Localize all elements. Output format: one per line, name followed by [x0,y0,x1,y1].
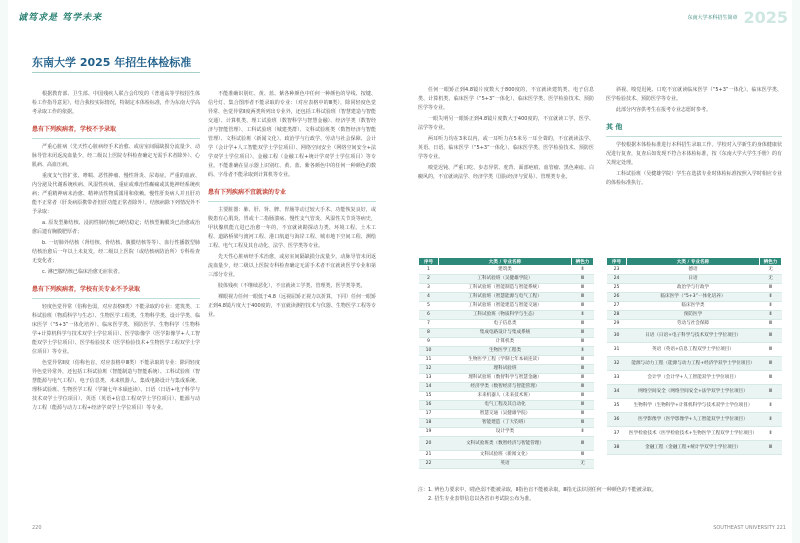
table-row [419,329,594,338]
table-cell-flag: Ⅲ [572,410,594,419]
table-cell-name: 理科试验班（数智科学与智慧金融） [439,374,572,383]
table-cell-name: 英语（英语+信息工程双学士学位项目） [627,343,760,357]
table-cell-name: 英语 [439,460,572,469]
list-item: a. 原发型肺结核、浸润性肺结核已硬结稳定；结核型胸膜炎已治愈或治愈后遗有胸膜肥厚者； [32,220,200,235]
table-cell-num: 38 [607,441,627,455]
table-cell-num: 37 [607,427,627,441]
table-cell-flag: Ⅲ [760,441,782,455]
table-cell-flag: Ⅱ [572,347,594,356]
table-body-left [419,266,594,469]
table-cell-num: 18 [419,419,439,428]
table-cell-flag: Ⅱ [572,311,594,320]
table-row [419,365,594,374]
table-cell-name: 能源与动力工程（能源与动力工程+经济学双学士学位项目） [627,357,760,371]
table-cell-name: 金融工程（金融工程+统计学双学士学位项目） [627,441,760,455]
table-row [607,427,782,441]
table-row [607,266,782,275]
table-cell-name: 政治学与行政学 [627,284,760,293]
table-cell-num: 29 [607,320,627,329]
table-cell-num: 36 [607,413,627,427]
table-cell-num: 24 [607,275,627,284]
paragraph: 色觉异常Ⅱ度（俗称色盲，对应表格中Ⅲ类）不能录取的专业：除同轻度异色觉异常外，还包括工科试验班（智能制造与智能系统）、工科试验班（智慧能源与电气工程）、电子信息类、未来机器人、集成电路设计与集成系统、理科试验班、生物医学工程（学制七年本硕连读）、日语（日语+电子科学与技术双学士学位项目）、英语（英语+信息工程双学士学位项目）、能源与动力工程（能源与动力工程+经济学双学士学位项目）等专业。 [32,360,200,411]
list-item: b. 一切肺外结核（肾结核、骨结核、腹膜结核等等）、血行性播散型肺结核治愈后一年以上未复发，经二级以上医院（或结核病防治所）专科检查无变化者； [32,240,200,264]
table-cell-num: 8 [419,329,439,338]
table-cell-num: 26 [607,293,627,302]
table-cell-flag: Ⅲ [760,371,782,385]
divider [32,138,200,139]
paragraph: 此部分内容供考生在报考专业志愿时参考。 [616,107,712,113]
header-number: 序号 [419,258,439,266]
column-1 [32,90,200,415]
table-cell-name: 集成电路设计与集成系统 [439,329,572,338]
table-row [607,357,782,371]
table-row [607,275,782,284]
paragraph: 嗅觉迟钝、严重口吃、步态异常、驼背、面部疤痕、血管瘤、黑色素痣、白癜风的，不宜就读法学、经济学类（国际经济与贸易）、管理类专业。 [418,165,594,180]
table-cell-flag: Ⅲ [760,320,782,329]
table-cell-flag: Ⅲ [572,293,594,302]
table-row [419,392,594,401]
section-heading-not-admitted: 患有下列疾病者，学校不予录取 [32,126,117,133]
page-title: 东南大学 2025 年招生体检标准 [32,56,192,69]
table-row [607,320,782,329]
table-cell-flag: Ⅱ [760,413,782,427]
table-cell-name: 日语（日语+电子科学与技术双学士学位项目） [627,329,760,343]
page-number-left: 220 [32,525,42,531]
paragraph: 裸眼视力任何一眼低于4.8（远视屈矫正视力以折算，下同）任何一眼矫正到4.8镜片度大于400度的，不宜就读测控技术与仪器、生物医学工程等专业。 [208,294,376,318]
table-cell-flag: Ⅱ [760,311,782,320]
table-cell-name: 预防医学 [627,311,760,320]
table-row [419,374,594,383]
table-row [607,329,782,343]
table-cell-num: 2 [419,275,439,284]
color-vision-table-left [418,257,594,469]
paragraph: 任何一眼矫正到4.8镜片度数大于800度的，不宜就读建筑类、电子信息类、计算机类、临床医学（“5+3”一体化）、临床医学类、医学检验技术、预防医学等专业。 [418,87,594,111]
table-row [607,302,782,311]
table-row [419,401,594,410]
section-heading-other: 其 他 [606,123,623,131]
table-row [607,371,782,385]
table-cell-name: 经济学类（数智经济与智能管理） [439,383,572,392]
table-cell-num: 12 [419,365,439,374]
table-cell-flag: Ⅲ [572,302,594,311]
table-cell-flag: Ⅲ [572,374,594,383]
note-2: 2. 招生专业表带信息以各省市考试院公布为准。 [428,496,535,502]
table-cell-num: 28 [607,311,627,320]
table-cell-flag: Ⅲ [572,392,594,401]
table-row [419,383,594,392]
table-cell-name: 生物医学工程（学制七年本硕连读） [439,356,572,365]
table-cell-flag: Ⅲ [572,383,594,392]
header-number: 序号 [607,258,627,266]
table-row [607,343,782,357]
table-cell-flag: Ⅲ [572,419,594,428]
table-cell-name: 工科试验班（智慧能源与电气工程） [439,293,572,302]
table-cell-num: 31 [607,343,627,357]
table-row [419,410,594,419]
table-cell-num: 33 [607,371,627,385]
table-cell-num: 1 [419,266,439,275]
table-cell-name: 电气工程及其自动化 [439,401,572,410]
table-cell-name: 网络空间安全（网络空间安全+法学双学士学位项目） [627,385,760,399]
header-subtitle: 东南大学本科招生简章 [687,15,738,21]
table-cell-name: 建筑类 [439,266,572,275]
table-cell-flag: Ⅲ [572,437,594,451]
table-cell-name: 计算机类 [439,338,572,347]
table-cell-name: 工科试验班（吴健雄学院） [439,275,572,284]
table-cell-num: 32 [607,357,627,371]
table-row [419,284,594,293]
table-cell-num: 5 [419,302,439,311]
table-cell-num: 3 [419,284,439,293]
table-cell-flag: Ⅱ [760,302,782,311]
table-row [419,460,594,469]
table-cell-num: 11 [419,356,439,365]
table-cell-name: 未来机器人（未来技术班） [439,392,572,401]
table-cell-name: 工科试验班（智能建造与智能交通） [439,302,572,311]
table-cell-name: 设计学类 [439,428,572,437]
table-cell-flag: 无 [572,460,594,469]
table-cell-name: 文科试验班类（数智经济与智能管理） [439,437,572,451]
header-major: 大类 / 专业名称 [439,258,572,266]
table-cell-flag: Ⅲ [572,284,594,293]
table-cell-name: 工科试验班（智能制造与智能系统） [439,284,572,293]
table-cell-name: 智能建造（丁大钧班） [439,419,572,428]
header-color-vision: 辨色力 [760,258,782,266]
right-edge-stripe [792,0,800,543]
table-cell-flag: Ⅲ [760,385,782,399]
table-cell-flag: 无 [760,275,782,284]
table-cell-name: 智慧交通（吴健雄学院） [439,410,572,419]
color-vision-table-right [606,257,782,455]
paragraph: 学校根据本体检标准进行本科招生录取工作。学校对入学新生的身体健康状况进行复查，复查后如发现不符合本体检标准，按《东南大学大学生手册》的有关规定处理。 [606,142,782,166]
table-cell-flag: Ⅲ [572,356,594,365]
paragraph: 一眼失明另一眼矫正到4.8镜片度数大于400度的，不宜就读工学、医学、法学等专业。 [418,116,594,131]
table-cell-num: 19 [419,428,439,437]
table-cell-name: 工科试验班（物质科学与生态） [439,311,572,320]
table-cell-num: 9 [419,338,439,347]
table-cell-name: 临床医学（“5+3”一体化培养） [627,293,760,302]
paragraph: 两耳听力均在3米以内，或一耳听力在5米另一耳全聋的，不宜就读法学、英语、日语、临床医学（“5+3”一体化）、临床医学类、医学检验技术、预防医学等专业。 [418,136,594,160]
table-row [607,385,782,399]
table-cell-flag: Ⅱ [572,428,594,437]
table-row [419,275,594,284]
table-cell-flag: Ⅱ [760,293,782,302]
table-cell-num: 4 [419,293,439,302]
table-body-right [607,266,782,455]
table-cell-flag: Ⅲ [572,365,594,374]
divider [208,201,376,202]
table-cell-flag: Ⅲ [572,451,594,460]
table-row [607,284,782,293]
table-cell-flag: Ⅲ [760,329,782,343]
table-cell-name: 医学检验技术（医学检验技术+生物医学工程双学士学位项目） [627,427,760,441]
table-cell-name: 文科试验班（新闻文化） [439,451,572,460]
table-cell-flag: Ⅱ [760,427,782,441]
table-cell-flag: Ⅲ [760,343,782,357]
table-cell-num: 30 [607,329,627,343]
section-heading-some-majors: 患有下列疾病者，学校有关专业不予录取 [32,286,141,293]
table-cell-name: 临床医学类 [627,302,760,311]
table-cell-name: 电子信息类 [439,320,572,329]
page-number-right: SOUTHEAST UNIVERSITY 221 [713,525,786,531]
table-row [607,399,782,413]
table-cell-num: 20 [419,437,439,451]
table-row [607,413,782,427]
table-cell-flag: Ⅲ [760,284,782,293]
table-cell-flag: 无 [760,266,782,275]
table-cell-name: 日语 [627,275,760,284]
table-cell-flag: Ⅲ [572,338,594,347]
table-cell-flag: Ⅲ [760,357,782,371]
header-major: 大类 / 专业名称 [627,258,760,266]
table-row [607,441,782,455]
table-cell-num: 22 [419,460,439,469]
table-cell-flag: Ⅲ [572,401,594,410]
table-cell-num: 16 [419,401,439,410]
table-row [607,311,782,320]
table-row [419,347,594,356]
table-cell-num: 13 [419,374,439,383]
table-cell-num: 6 [419,311,439,320]
paragraph: 先天性心脏病经手术治愈，或房室间隔缺损分流量少，动脉导管未闭返流血量少，经二级以上医院专科检查确定无需手术者不宜就读医学专业和第三部分专业。 [208,254,376,278]
table-cell-num: 14 [419,383,439,392]
paragraph: 轻度色觉异常（俗称色弱，对应表格Ⅱ类）不能录取的专业：建筑类、工科试验班（物质科学与生态）、生物医学工程类、生物科学类、设计学类、临床医学（“5+3”一体化培养）、临床医学类、预防医学、生物科学（生物科学+计算机科学与技术双学士学位项目）、医学影像学（医学影像学+人工智能双学士学位项目）、医学检验技术（医学检验技术+生物医学工程双学士学位项目）等专业。 [32,304,200,355]
table-cell-num: 34 [607,385,627,399]
list-item: c. 淋巴腺结核已临床治愈无症状者。 [42,269,123,275]
intro-paragraph: 根据教育部、卫生部、中国残疾人联合会印发的《普通高等学校招生体检工作指导意见》，结合我校实际情况，特制定本体检标准，作为东南大学高考录取工作的依据。 [32,91,200,115]
table-cell-name: 理科试验班 [439,365,572,374]
table-cell-flag: Ⅲ [572,320,594,329]
table-row [419,338,594,347]
table-cell-flag: Ⅱ [760,399,782,413]
note-1: 注：1. 辨色力要求中，Ⅰ指色弱不能被录取，Ⅱ指色盲不能被录取，Ⅲ指无法识别任何一种颜色的不能被录取。 [418,487,657,493]
table-row [419,311,594,320]
table-row [419,302,594,311]
table-cell-num: 25 [607,284,627,293]
table-row [419,266,594,275]
table-cell-name: 劳动与社会保障 [627,320,760,329]
table-cell-name: 德语 [627,266,760,275]
paragraph: 重度支气管扩张、哮喘、恶性肿瘤、慢性肾炎、尿毒症。严重的血液、内分泌及代谢系统疾病、风湿性疾病。重症或难治性癫痫或其他神经系统疾病；严重精神病未治愈、精神活性物质滥用和依赖。慢性肝炎病人并且肝功能不正常者（肝炎病原携带者但肝功能正常者除外）。结核病除下列情况外不予录取： [32,173,200,215]
paragraph: 主要脏器：肺、肝、肾、脾、胃肠等动过较大手术、功能恢复良好，或腹患有心肌炎、胃或十二指肠溃疡、慢性支气管炎、风湿性关节炎等病史，甲状腺机能亢进已治愈一年的，不宜就读勘探动力类、环境工程、土木工程、道路桥梁与渡河工程、港口航道与海岸工程、城市地下空间工程、测绘工程、电气工程及其自动化、法学、医学类等专业。 [208,207,376,249]
table-cell-flag: Ⅱ [572,266,594,275]
table-row [607,293,782,302]
table-row [419,428,594,437]
table-cell-num: 35 [607,399,627,413]
paragraph: 工科试验班（吴健雄学院）学生在选拔专业时体检标准按照入学时相应专业的体检标准执行。 [606,171,782,186]
divider [606,136,782,137]
table-cell-num: 23 [607,266,627,275]
left-edge-stripe [0,0,8,543]
table-cell-num: 15 [419,392,439,401]
table-cell-name: 生物科学（生物科学+计算机科学与技术双学士学位项目） [627,399,760,413]
paragraph: 严重心脏病（先天性心脏病经手术治愈、或房室间隔缺损分流量少、动脉导管未闭返流血量少，经二级以上医院专科检查确定无需手术者除外）、心肌病、高血压病。 [32,144,200,168]
table-cell-num: 7 [419,320,439,329]
table-cell-name: 生物医学工程类 [439,347,572,356]
header-slogan: 诚笃求是 笃学未来 [18,13,103,23]
paragraph: 斜视、嗅觉迟钝、口吃不宜就读临床医学（“5+3”一体化）、临床医学类、医学检验技术、预防医学等专业。 [606,87,782,102]
table-row [419,451,594,460]
header-right [687,8,788,27]
table-row [419,320,594,329]
header-color-vision: 辨色力 [572,258,594,266]
table-notes [418,486,782,504]
paragraph: 不能准确识别红、黄、蓝、紫各种颜色中任何一种颜色的导线、按键、信号灯、集合图形者不能录取的专业：（对应表格中的Ⅲ类），除同轻度色觉异常、色觉异常Ⅱ度两类所列出专业外，还包括工科试验班（智慧建造与智能交通）、计算机类、理工试验班（数智科学与智慧金融）、经济学类（数智经济与智能管理）、工科试验班（城建类群）、文科试验班类（数智经济与智能管理）、文科试验班（新闻文化）、政治学与行政学、劳动与社会保障、会计学（会计学+人工智能双学士学位项目）、网络空间安全（网络空间安全+法学双学士学位项目）、金融工程（金融工程+统计学双学士学位项目）等专业。不能准确在显示器上识别红、黄、蓝、紫各颜色中的任何一种颜色的数码、字母者不能录取到计算机等专业。 [208,91,376,178]
title-rule [32,72,200,73]
table-row [419,437,594,451]
table-cell-num: 27 [607,302,627,311]
table-cell-flag: Ⅲ [572,329,594,338]
paragraph: 肢体残疾（不继续恶化），不宜就读工学类、管理类、医学类等类。 [218,283,366,289]
column-2 [208,90,376,322]
table-cell-name: 医学影像学（医学影像学+人工智能双学士学位项目） [627,413,760,427]
header-year: 2025 [743,8,788,27]
table-row [419,419,594,428]
divider [32,298,200,299]
section-heading-unsuitable: 患有下列疾病不宜就读的专业 [208,189,287,196]
table-cell-flag: Ⅲ [572,275,594,284]
table-row [419,356,594,365]
table-row [419,293,594,302]
table-cell-num: 10 [419,347,439,356]
table-cell-num: 17 [419,410,439,419]
table-cell-num: 21 [419,451,439,460]
column-4 [606,86,782,190]
table-cell-name: 会计学（会计学+人工智能双学士学位项目） [627,371,760,385]
column-3 [418,86,594,184]
